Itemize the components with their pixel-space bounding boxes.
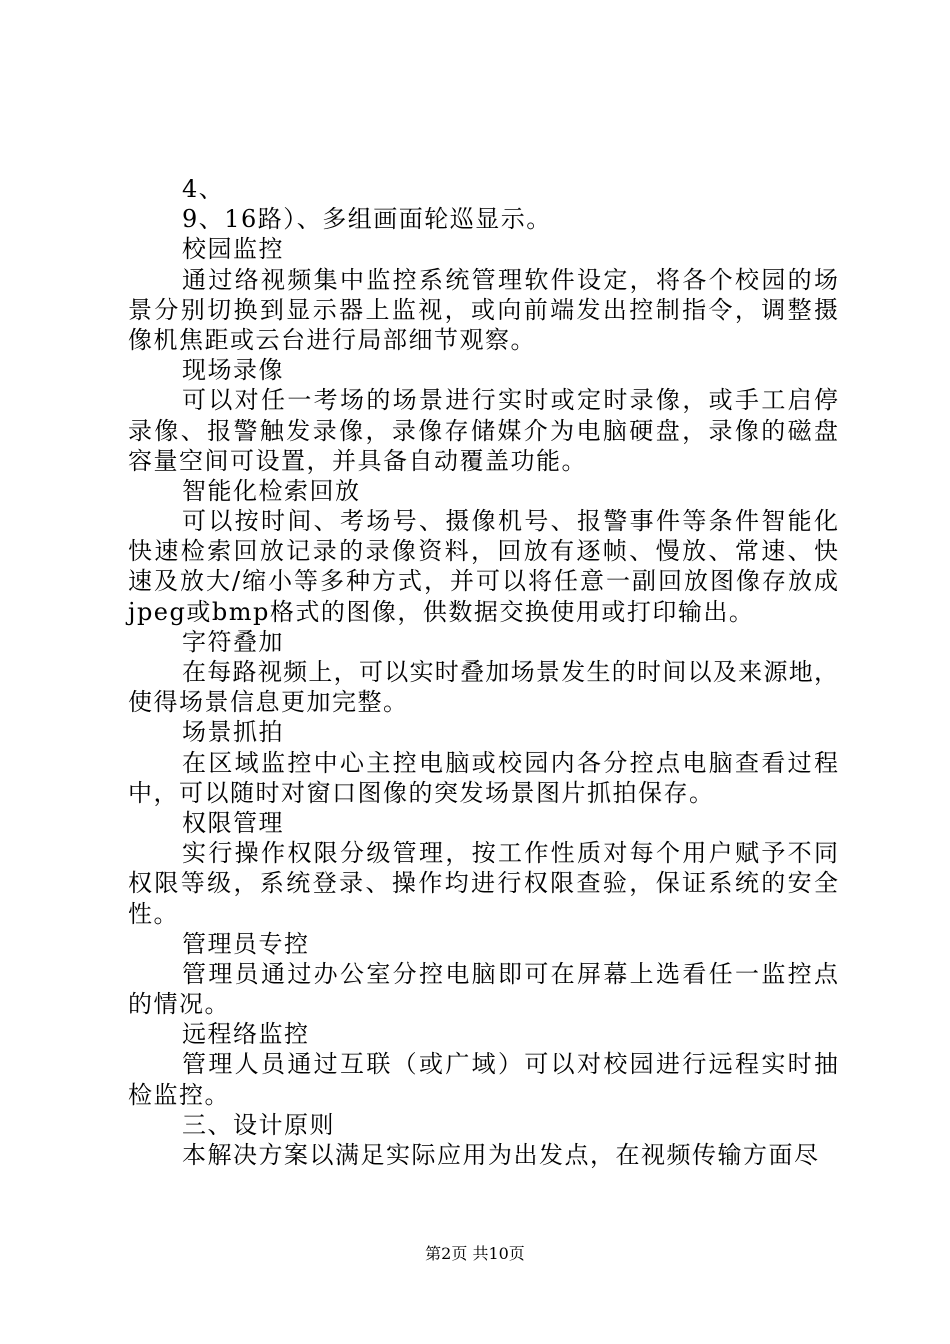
paragraph-line: 本解决方案以满足实际应用为出发点，在视频传输方面尽 [182,1141,820,1169]
paragraph [128,265,838,356]
paragraph-line: 管理员通过办公室分控电脑即可在屏幕上选看任一监控点 [182,959,838,988]
heading-line: 字符叠加 [182,627,284,656]
heading-line: 场景抓拍 [182,718,284,747]
paragraph-line: 快速检索回放记录的录像资料，回放有逐帧、慢放、常速、快 [128,537,838,566]
section-heading [128,1019,838,1049]
paragraph-line: 可以按时间、考场号、摄像机号、报警事件等条件智能化 [182,507,838,536]
page-footer: 第2页 共10页 [425,1244,525,1263]
heading-line: 权限管理 [182,808,284,837]
paragraph-line: 在区域监控中心主控电脑或校园内各分控点电脑查看过程 [182,748,838,777]
paragraph-line: 实行操作权限分级管理，按工作性质对每个用户赋予不同 [182,839,838,868]
paragraph [128,657,838,717]
paragraph [128,959,838,1019]
paragraph-line: jpeg或bmp格式的图像，供数据交换使用或打印输出。 [128,597,755,626]
section-heading [128,476,838,506]
heading-line: 9、16路）、多组画面轮巡显示。 [182,205,552,234]
section-heading [128,929,838,959]
section-heading [128,174,838,204]
heading-line: 远程络监控 [182,1020,310,1049]
heading-line: 管理员专控 [182,929,310,958]
paragraph-line: 录像、报警触发录像，录像存储媒介为电脑硬盘，录像的磁盘 [128,416,838,445]
paragraph [128,748,838,808]
paragraph-line: 通过络视频集中监控系统管理软件设定，将各个校园的场 [182,265,838,294]
paragraph [128,838,838,929]
paragraph [128,1140,838,1170]
section-heading [128,355,838,385]
section-heading [128,717,838,747]
paragraph-line: 性。 [128,899,179,928]
heading-line: 智能化检索回放 [182,476,361,505]
paragraph [128,385,838,476]
paragraph-line: 可以对任一考场的场景进行实时或定时录像，或手工启停 [182,386,838,415]
paragraph-line: 景分别切换到显示器上监视，或向前端发出控制指令，调整摄 [128,295,838,324]
paragraph-line: 管理人员通过互联（或广域）可以对校园进行远程实时抽 [182,1050,838,1079]
paragraph [128,506,838,627]
paragraph-line: 的情况。 [128,990,230,1019]
paragraph-line: 在每路视频上，可以实时叠加场景发生的时间以及来源地， [182,658,838,686]
paragraph-line: 中，可以随时对窗口图像的突发场景图片抓拍保存。 [128,778,715,807]
heading-line: 现场录像 [182,356,284,385]
section-heading [128,627,838,657]
paragraph-line: 检监控。 [128,1080,230,1109]
paragraph [128,1049,838,1109]
paragraph-line: 像机焦距或云台进行局部细节观察。 [128,325,536,354]
paragraph-line: 权限等级，系统登录、操作均进行权限查验，保证系统的安全 [128,869,838,898]
paragraph-line: 速及放大/缩小等多种方式，并可以将任意一副回放图像存放成 [128,567,838,596]
heading-line: 三、设计原则 [182,1110,335,1139]
section-heading [128,204,838,234]
section-heading [128,1110,838,1140]
heading-line: 校园监控 [182,235,284,264]
section-heading [128,808,838,838]
section-heading [128,234,838,264]
heading-line: 4、 [182,175,225,203]
paragraph-line: 使得场景信息更加完整。 [128,688,409,717]
document-body [128,174,838,1170]
paragraph-line: 容量空间可设置，并具备自动覆盖功能。 [128,446,587,475]
